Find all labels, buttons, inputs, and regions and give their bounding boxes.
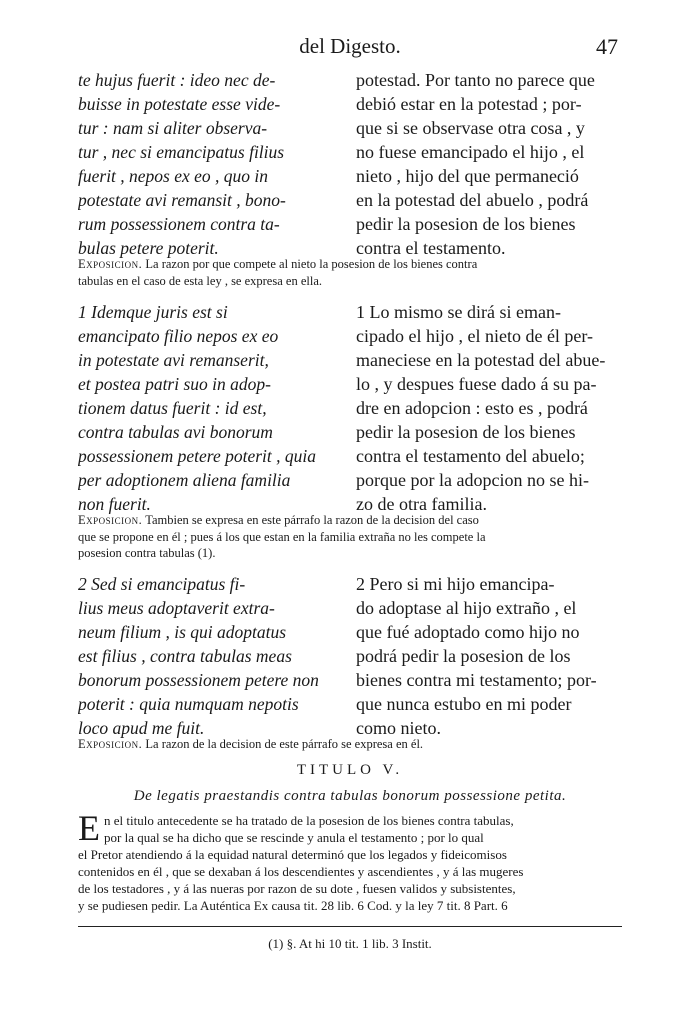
exposicion-text: La razon por que compete al nieto la posesion de los bienes contra	[145, 257, 478, 271]
spanish-line: podrá pedir la posesion de los	[356, 646, 571, 666]
footnote: (1) §. At hi 10 tit. 1 lib. 3 Instit.	[268, 936, 432, 951]
section-body	[78, 808, 622, 914]
spanish-line: bienes contra mi testamento; por-	[356, 670, 597, 690]
body-line: por la qual se ha dicho que se rescinde y anula el testamento ; por lo qual	[104, 830, 484, 845]
latin-line: in potestate avi remanserit,	[78, 350, 269, 370]
latin-line: tur : nam si aliter observa-	[78, 118, 268, 138]
spanish-line: zo de otra familia.	[356, 494, 487, 514]
exposicion-text: tabulas en el caso de esta ley , se expresa en ella.	[78, 273, 322, 288]
spanish-line: pedir la posesion de los bienes	[356, 422, 576, 442]
exposicion-1	[78, 256, 622, 289]
body-line: y se pudiesen pedir. La Auténtica Ex causa tit. 28 lib. 6 Cod. y la ley 7 tit. 8 Part. 6	[78, 898, 508, 913]
latin-line: fuerit , nepos ex eo , quo in	[78, 166, 269, 186]
exposicion-label: Exposicion.	[78, 257, 143, 271]
spanish-line: cipado el hijo , el nieto de él per-	[356, 326, 594, 346]
spanish-line: 2 Pero si mi hijo emancipa-	[356, 574, 555, 594]
spanish-line: potestad. Por tanto no parece que	[356, 70, 595, 90]
drop-cap: E	[78, 808, 100, 848]
exposicion-3	[78, 736, 622, 753]
spanish-column-2	[356, 300, 616, 516]
page-number: 47	[596, 34, 618, 59]
latin-line: per adoptionem aliena familia	[78, 470, 291, 490]
spanish-line: 1 Lo mismo se dirá si eman-	[356, 302, 561, 322]
spanish-line: contra el testamento.	[356, 238, 506, 258]
latin-column-3	[78, 572, 340, 740]
spanish-column-3	[356, 572, 616, 740]
spanish-line: pedir la posesion de los bienes	[356, 214, 576, 234]
body-line: n el titulo antecedente se ha tratado de la posesion de los bienes contra tabulas,	[104, 813, 514, 828]
latin-line: possessionem petere poterit , quia	[78, 446, 317, 466]
latin-line: bulas petere poterit.	[78, 238, 219, 258]
exposicion-text: que se propone en él ; pues á los que estan en la familia extraña no les compete la	[78, 529, 486, 544]
latin-column-2	[78, 300, 340, 516]
latin-line: te hujus fuerit : ideo nec de-	[78, 70, 276, 90]
spanish-line: do adoptase al hijo extraño , el	[356, 598, 577, 618]
latin-line: neum filium , is qui adoptatus	[78, 622, 287, 642]
spanish-line: porque por la adopcion no se hi-	[356, 470, 589, 490]
body-line: de los testadores , y á las nueras por razon de su dote , fuesen validos y subsistentes,	[78, 881, 516, 896]
exposicion-text: Tambien se expresa en este párrafo la razon de la decision del caso	[145, 513, 479, 527]
section-title: TITULO V.	[296, 762, 404, 778]
spanish-line: lo , y despues fuese dado á su pa-	[356, 374, 597, 394]
latin-line: rum possessionem contra ta-	[78, 214, 280, 234]
latin-line: 2 Sed si emancipatus fi-	[78, 574, 246, 594]
spanish-line: en la potestad del abuelo , podrá	[356, 190, 589, 210]
latin-line: non fuerit.	[78, 494, 151, 514]
spanish-line: que fué adoptado como hijo no	[356, 622, 580, 642]
spanish-line: que si se observase otra cosa , y	[356, 118, 585, 138]
exposicion-2	[78, 512, 622, 562]
spanish-line: debió estar en la potestad ; por-	[356, 94, 582, 114]
spanish-line: dre en adopcion : esto es , podrá	[356, 398, 588, 418]
spanish-line: como nieto.	[356, 718, 441, 738]
spanish-line: contra el testamento del abuelo;	[356, 446, 585, 466]
latin-line: emancipato filio nepos ex eo	[78, 326, 279, 346]
latin-line: poterit : quia numquam nepotis	[78, 694, 299, 714]
latin-line: buisse in potestate esse vide-	[78, 94, 281, 114]
spanish-line: maneciese en la potestad del abue-	[356, 350, 606, 370]
latin-line: lius meus adoptaverit extra-	[78, 598, 275, 618]
footnote-rule	[78, 926, 622, 927]
spanish-column-1	[356, 68, 616, 260]
exposicion-text: La razon de la decision de este párrafo se expresa en él.	[145, 737, 424, 751]
spanish-line: no fuese emancipado el hijo , el	[356, 142, 585, 162]
exposicion-label: Exposicion.	[78, 737, 143, 751]
spanish-line: que nunca estubo en mi poder	[356, 694, 572, 714]
latin-line: loco apud me fuit.	[78, 718, 205, 738]
latin-line: est filius , contra tabulas meas	[78, 646, 292, 666]
latin-line: et postea patri suo in adop-	[78, 374, 271, 394]
latin-line: tur , nec si emancipatus filius	[78, 142, 285, 162]
exposicion-label: Exposicion.	[78, 513, 143, 527]
latin-line: tionem datus fuerit : id est,	[78, 398, 267, 418]
exposicion-text: posesion contra tabulas (1).	[78, 546, 216, 560]
spanish-line: nieto , hijo del que permaneció	[356, 166, 579, 186]
running-title: del Digesto.	[299, 34, 401, 58]
latin-line: bonorum possessionem petere non	[78, 670, 319, 690]
latin-line: 1 Idemque juris est si	[78, 302, 228, 322]
body-line: contenidos en él , que se dexaban á los descendientes y ascendientes , y á las mugeres	[78, 864, 524, 879]
latin-line: potestate avi remansit , bono-	[78, 190, 286, 210]
latin-column-1	[78, 68, 340, 260]
latin-line: contra tabulas avi bonorum	[78, 422, 273, 442]
body-line: el Pretor atendiendo á la equidad natural determinó que los legados y fideicomisos	[78, 847, 507, 862]
section-subtitle: De legatis praestandis contra tabulas bonorum possessione petita.	[133, 788, 567, 804]
page-header	[78, 34, 622, 62]
